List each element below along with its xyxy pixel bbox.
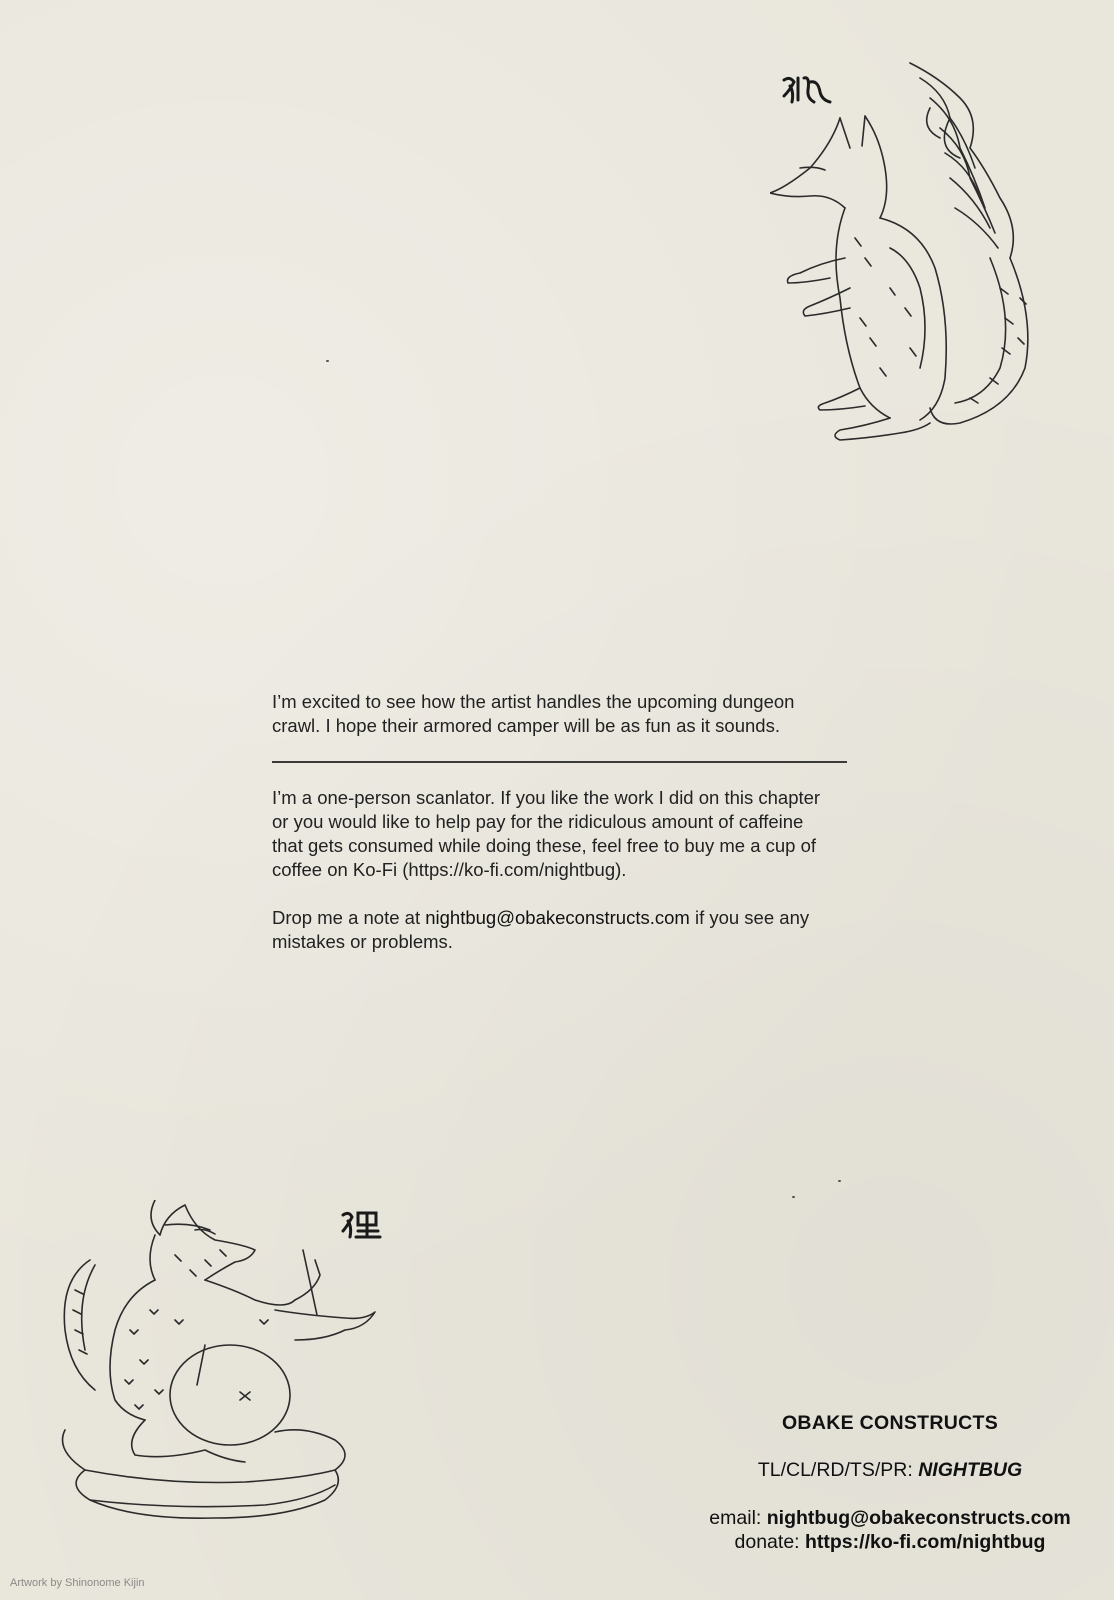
divider xyxy=(272,761,847,763)
paper-speck xyxy=(838,1180,841,1182)
note-paragraph-1 xyxy=(272,690,862,738)
donate-link[interactable]: https://ko-fi.com/nightbug xyxy=(805,1531,1046,1553)
roles-label: TL/CL/RD/TS/PR: xyxy=(757,1459,919,1481)
artwork-credit: Artwork by Shinonome Kijin xyxy=(10,1577,145,1589)
note-line: I’m excited to see how the artist handles the upcoming dungeon xyxy=(272,691,795,712)
donate-label: donate: xyxy=(734,1531,805,1553)
note-line: mistakes or problems. xyxy=(272,931,453,952)
fox-illustration-icon xyxy=(770,58,1070,458)
note-paragraph-2 xyxy=(272,786,862,882)
note-line: that gets consumed while doing these, feel free to buy me a cup of xyxy=(272,835,817,856)
paper-speck xyxy=(792,1196,795,1198)
paper-speck xyxy=(326,360,329,362)
email-link[interactable]: nightbug@obakeconstructs.com xyxy=(766,1507,1071,1529)
roles-name: NIGHTBUG xyxy=(918,1459,1023,1481)
note-text: if you see any xyxy=(689,907,810,928)
note-line xyxy=(272,906,862,930)
note-line: coffee on Ko-Fi (https://ko-fi.com/nightbug). xyxy=(272,859,627,880)
credits-roles xyxy=(700,1459,1080,1482)
donate-row xyxy=(700,1530,1080,1554)
note-line: I’m a one-person scanlator. If you like the work I did on this chapter xyxy=(272,787,821,808)
email-label: email: xyxy=(709,1507,767,1529)
group-name: OBAKE CONSTRUCTS xyxy=(781,1412,999,1434)
note-line: or you would like to help pay for the ridiculous amount of caffeine xyxy=(272,811,804,832)
credits-contact xyxy=(700,1506,1080,1554)
note-line: crawl. I hope their armored camper will be as fun as it sounds. xyxy=(272,715,780,736)
contact-email-inline[interactable]: nightbug@obakeconstructs.com xyxy=(425,907,690,928)
note-paragraph-3 xyxy=(272,906,862,954)
tanuki-illustration-icon xyxy=(45,1200,395,1545)
note-text: Drop me a note at xyxy=(272,907,426,928)
email-row xyxy=(700,1506,1080,1530)
